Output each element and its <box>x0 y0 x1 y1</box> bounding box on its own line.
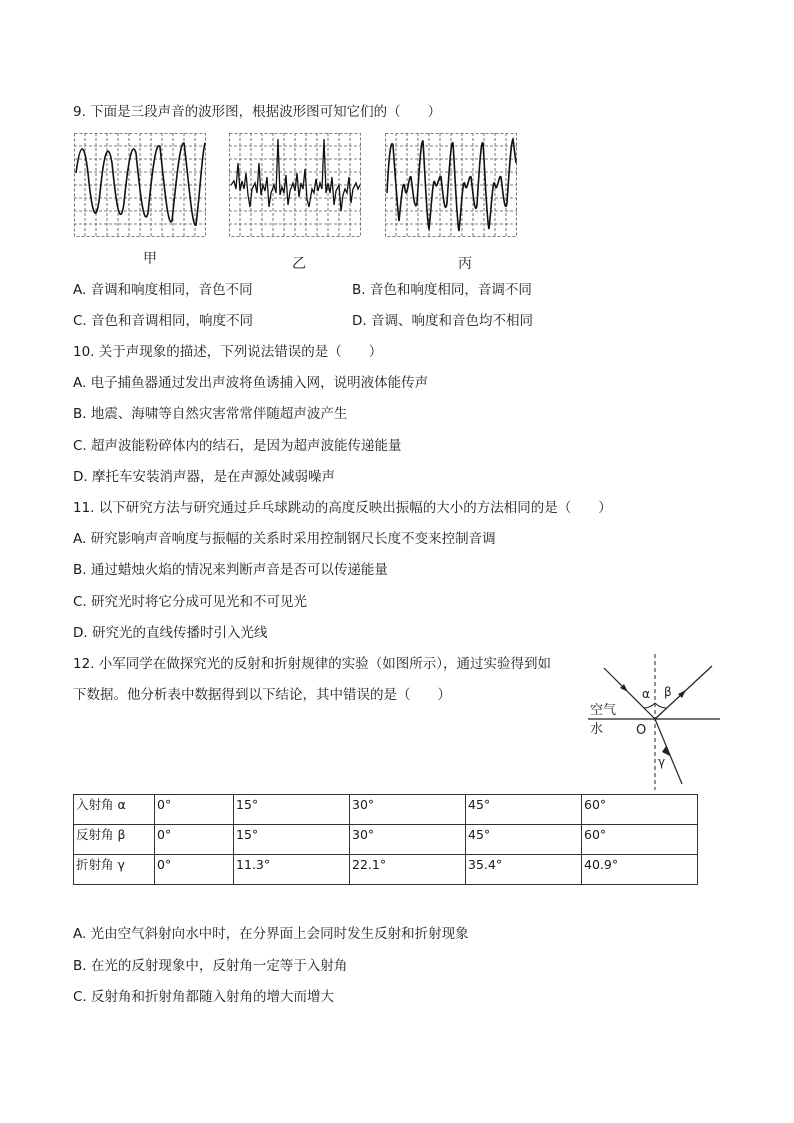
label-water: 水 <box>590 722 604 737</box>
q11-option-d: D. 研究光的直线传播时引入光线 <box>73 625 268 641</box>
table-cell: 35.4° <box>466 855 582 885</box>
table-cell: 30° <box>350 825 466 855</box>
label-gamma: γ <box>658 755 666 769</box>
q11-option-b: B. 通过蜡烛火焰的情况来判断声音是否可以传递能量 <box>73 562 388 578</box>
waveform-jia <box>74 133 206 237</box>
label-beta: β <box>664 685 672 699</box>
q10-stem: 10. 关于声现象的描述，下列说法错误的是（ ） <box>73 344 383 360</box>
label-origin: O <box>636 723 647 738</box>
caption-yi: 乙 <box>292 256 306 272</box>
row-label-reflection: 反射角 β <box>74 825 155 855</box>
table-row <box>74 795 698 825</box>
q9-option-a: A. 音调和响度相同，音色不同 <box>73 282 253 298</box>
q11-option-c: C. 研究光时将它分成可见光和不可见光 <box>73 594 308 610</box>
q12-stem-line1: 12. 小军同学在做探究光的反射和折射规律的实验（如图所示），通过实验得到如 <box>73 656 552 672</box>
label-alpha: α <box>642 687 650 701</box>
row-label-refraction: 折射角 γ <box>74 855 155 885</box>
row-label-incident: 入射角 α <box>74 795 155 825</box>
data-table <box>73 794 698 885</box>
q12-option-b: B. 在光的反射现象中，反射角一定等于入射角 <box>73 958 348 974</box>
q10-option-a: A. 电子捕鱼器通过发出声波将鱼诱捕入网，说明液体能传声 <box>73 375 429 391</box>
table-cell: 11.3° <box>234 855 350 885</box>
q9-option-c: C. 音色和音调相同，响度不同 <box>73 313 254 329</box>
table-row <box>74 855 698 885</box>
table-cell: 45° <box>466 795 582 825</box>
waveform-bing <box>385 133 517 237</box>
q12-option-c: C. 反射角和折射角都随入射角的增大而增大 <box>73 989 335 1005</box>
table-cell: 40.9° <box>582 855 698 885</box>
table-cell: 30° <box>350 795 466 825</box>
refracted-ray <box>655 719 682 784</box>
q12-stem-line2: 下数据。他分析表中数据得到以下结论，其中错误的是（ ） <box>73 687 451 703</box>
q10-option-b: B. 地震、海啸等自然灾害常常伴随超声波产生 <box>73 406 348 422</box>
q10-option-d: D. 摩托车安装消声器，是在声源处减弱噪声 <box>73 469 335 485</box>
q9-option-d: D. 音调、响度和音色均不相同 <box>352 313 533 329</box>
table-cell: 15° <box>234 795 350 825</box>
table-cell: 0° <box>155 855 234 885</box>
q9-option-b: B. 音色和响度相同，音调不同 <box>352 282 532 298</box>
table-cell: 60° <box>582 795 698 825</box>
table-cell: 0° <box>155 825 234 855</box>
waveform-yi <box>229 133 361 237</box>
q11-option-a: A. 研究影响声音响度与振幅的关系时采用控制钢尺长度不变来控制音调 <box>73 531 496 547</box>
q9-stem: 9. 下面是三段声音的波形图，根据波形图可知它们的（ ） <box>73 104 442 120</box>
table-cell: 15° <box>234 825 350 855</box>
q10-option-c: C. 超声波能粉碎体内的结石，是因为超声波能传递能量 <box>73 438 402 454</box>
table-cell: 0° <box>155 795 234 825</box>
table-row <box>74 825 698 855</box>
q12-option-a: A. 光由空气斜射向水中时，在分界面上会同时发生反射和折射现象 <box>73 926 469 942</box>
caption-bing: 丙 <box>458 256 472 272</box>
table-cell: 60° <box>582 825 698 855</box>
table-cell: 45° <box>466 825 582 855</box>
table-cell: 22.1° <box>350 855 466 885</box>
q11-stem: 11. 以下研究方法与研究通过乒乓球跳动的高度反映出振幅的大小的方法相同的是（ ） <box>73 500 612 516</box>
refraction-diagram <box>582 652 722 792</box>
caption-jia: 甲 <box>143 251 157 267</box>
label-air: 空气 <box>590 703 617 718</box>
